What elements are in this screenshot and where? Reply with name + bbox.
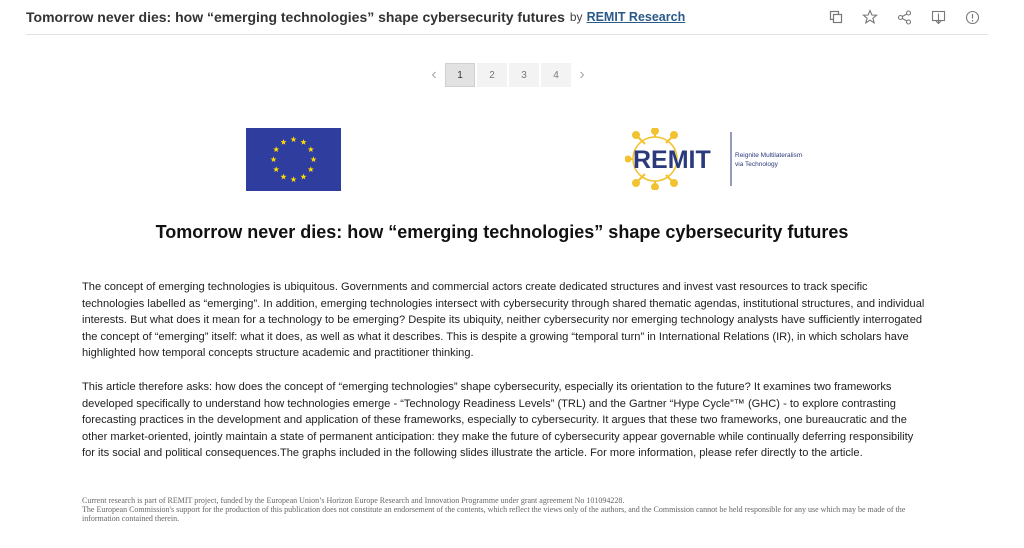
page-button-4[interactable]: 4 [541, 63, 571, 87]
article-paragraph-1: The concept of emerging technologies is ubiquitous. Governments and commercial actors create dedicated structures and invest vast resources to track specific technologies labelled as “emerging”. In addition, emerging technologies intersect with cybersecurity through shared thematic agendas, institutional structures, and individual interests. But what does it mean for a technology to be emerging? Despite its ubiquity, neither cybersecurity nor emerging technology analysts have sufficiently interrogated the concept of “emerging” itself: what it does, as well as what it describes. This is despite a growing “temporal turn” in International Relations (IR), in which scholars have highlighted how temporal concepts structure academic and practitioner thinking. [82, 281, 925, 360]
remit-wordmark: REMIT [633, 146, 711, 174]
eu-star [273, 146, 279, 152]
eu-star [280, 139, 286, 145]
chevron-right-icon: › [579, 66, 585, 83]
eu-star [270, 156, 276, 162]
copy-button[interactable] [826, 8, 846, 26]
title-bar [26, 0, 988, 35]
remit-tagline-1: Reignite Multilateralism [735, 152, 803, 159]
remit-tagline-2: via Technology [735, 161, 778, 168]
author-link[interactable]: REMIT Research [586, 10, 686, 24]
eu-star [310, 156, 316, 162]
eu-star [308, 166, 314, 172]
article-paragraph-2: This article therefore asks: how does the concept of “emerging technologies” shape cybersecurity, especially its orientation to the future? It examines two frameworks developed specifically to understand how technologies emerge - “Technology Readiness Levels” (TRL) and the Gartner “Hype Cycle”™ (GHC) - to explore contrasting forecasting practices in the development and application of these frameworks, especially to cybersecurity. It argues that these two frameworks, one bureaucratic and the other market-oriented, jointly maintain a state of permanent anticipation: they make the future of cybersecurity appear governable while continually deferring responsibility for its social and political consequences.The graphs included in the following slides illustrate the article. For more information, please refer directly to the article. [82, 381, 914, 460]
next-page-button[interactable] [573, 63, 591, 87]
page-button-2[interactable]: 2 [477, 63, 507, 87]
toolbar [826, 8, 982, 26]
page-button-1[interactable]: 1 [445, 63, 475, 87]
by-label: by [569, 10, 583, 24]
page-button-3[interactable]: 3 [509, 63, 539, 87]
eu-star [290, 136, 296, 142]
share-button[interactable] [894, 8, 914, 26]
eu-star [290, 176, 296, 182]
download-button[interactable] [928, 8, 948, 26]
article-heading: Tomorrow never dies: how “emerging technologies” shape cybersecurity futures [155, 222, 849, 242]
favorite-button[interactable] [860, 8, 880, 26]
eu-star [300, 139, 306, 145]
share-icon [897, 10, 912, 25]
info-icon [965, 10, 980, 25]
remit-logo [625, 128, 815, 190]
viz-title: Tomorrow never dies: how “emerging technologies” shape cybersecurity futures [26, 9, 565, 25]
copy-icon [829, 10, 843, 24]
eu-star [300, 174, 306, 180]
pagination [425, 63, 591, 87]
disclaimer-line: The European Commission's support for the production of this publication does not constitute an endorsement of the contents, which reflect the views only of the authors, and the Commission cannot be held responsible for any use which may be made of the information contained therein. [82, 505, 906, 523]
info-button[interactable] [962, 8, 982, 26]
funding-disclaimer [82, 496, 922, 523]
download-icon [931, 10, 946, 25]
chevron-left-icon: ‹ [431, 66, 437, 83]
star-icon [862, 9, 878, 25]
eu-star [273, 166, 279, 172]
prev-page-button[interactable] [425, 63, 443, 87]
eu-star [308, 146, 314, 152]
eu-flag-logo [246, 128, 341, 191]
eu-star [280, 174, 286, 180]
funding-line: Current research is part of REMIT project, funded by the European Union’s Horizon Europe Research and Innovation Programme under grant agreement No 101094228. [82, 496, 625, 505]
